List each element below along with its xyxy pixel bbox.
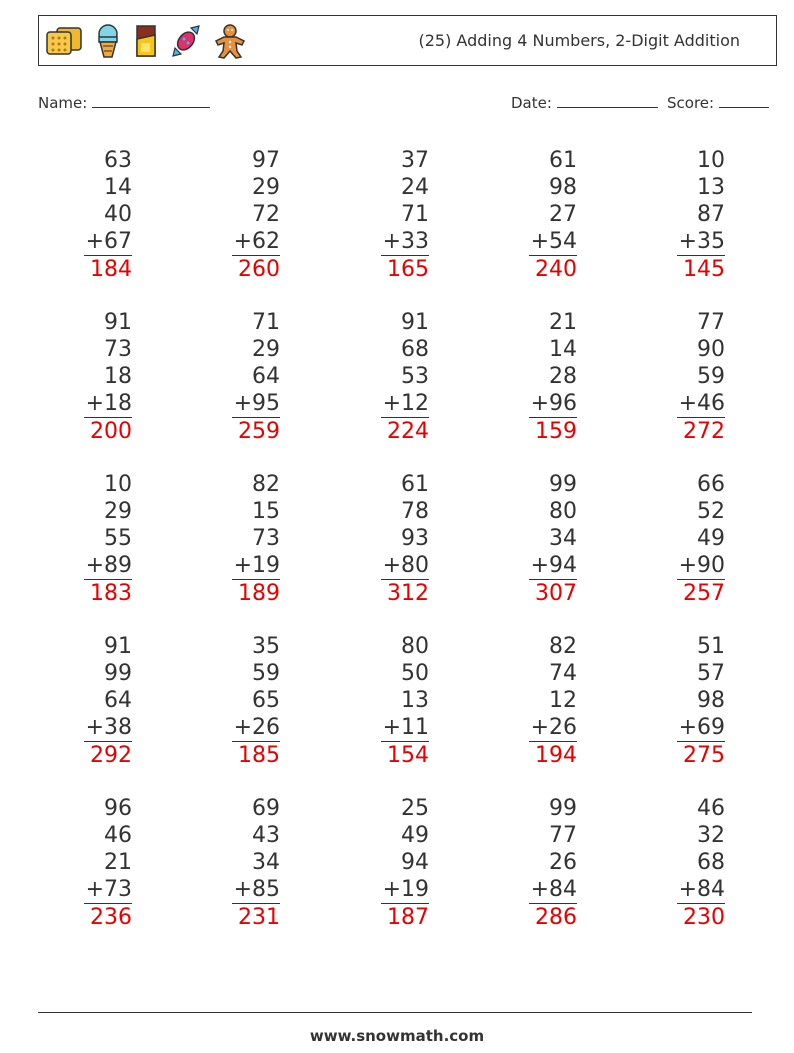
answer: 165 <box>387 257 429 282</box>
addend: 98 <box>549 175 577 200</box>
addend-with-plus: +46 <box>678 391 725 416</box>
addend: 64 <box>104 688 132 713</box>
score-blank[interactable] <box>719 93 769 108</box>
addition-problem <box>487 147 577 283</box>
addend: 29 <box>104 499 132 524</box>
chocolate-bar-icon <box>133 23 159 59</box>
addend: 63 <box>104 148 132 173</box>
addend: 73 <box>252 526 280 551</box>
addend: 82 <box>252 472 280 497</box>
answer: 257 <box>683 581 725 606</box>
addend: 26 <box>549 850 577 875</box>
addend: 99 <box>549 796 577 821</box>
addend: 80 <box>549 499 577 524</box>
addend-with-plus: +33 <box>382 229 429 254</box>
addend: 64 <box>252 364 280 389</box>
answer: 224 <box>387 419 429 444</box>
addition-problem <box>339 309 429 445</box>
addition-problem <box>487 471 577 607</box>
addend-with-plus: +84 <box>530 877 577 902</box>
addend: 65 <box>252 688 280 713</box>
addend: 46 <box>104 823 132 848</box>
addition-problem <box>339 147 429 283</box>
addend: 28 <box>549 364 577 389</box>
answer: 194 <box>535 743 577 768</box>
addend: 91 <box>104 310 132 335</box>
gingerbread-man-icon <box>213 23 247 59</box>
addend: 21 <box>104 850 132 875</box>
addend: 80 <box>401 634 429 659</box>
addend-with-plus: +18 <box>85 391 132 416</box>
addend: 46 <box>697 796 725 821</box>
answer: 230 <box>683 905 725 930</box>
addend: 34 <box>549 526 577 551</box>
addend: 99 <box>104 661 132 686</box>
addend: 61 <box>549 148 577 173</box>
footer-divider <box>38 1012 752 1013</box>
answer: 260 <box>238 257 280 282</box>
addend: 73 <box>104 337 132 362</box>
addend: 71 <box>252 310 280 335</box>
addition-problem <box>487 633 577 769</box>
addend: 49 <box>697 526 725 551</box>
addend: 53 <box>401 364 429 389</box>
addend-with-plus: +19 <box>382 877 429 902</box>
addend: 10 <box>697 148 725 173</box>
addend: 29 <box>252 175 280 200</box>
addend-with-plus: +73 <box>85 877 132 902</box>
score-label: Score: <box>667 94 715 112</box>
addend: 69 <box>252 796 280 821</box>
addend-with-plus: +96 <box>530 391 577 416</box>
answer: 189 <box>238 581 280 606</box>
addend-with-plus: +95 <box>233 391 280 416</box>
addend: 18 <box>104 364 132 389</box>
answer: 231 <box>238 905 280 930</box>
addition-problem <box>339 471 429 607</box>
addition-problem <box>42 147 132 283</box>
worksheet-header <box>38 15 777 66</box>
cracker-icon <box>45 26 83 56</box>
addend: 50 <box>401 661 429 686</box>
addend: 51 <box>697 634 725 659</box>
addend: 49 <box>401 823 429 848</box>
answer: 292 <box>90 743 132 768</box>
addend: 78 <box>401 499 429 524</box>
answer: 145 <box>683 257 725 282</box>
addition-problem <box>190 633 280 769</box>
addend-with-plus: +89 <box>85 553 132 578</box>
addend-with-plus: +85 <box>233 877 280 902</box>
addend-with-plus: +67 <box>85 229 132 254</box>
addend: 71 <box>401 202 429 227</box>
addend-with-plus: +54 <box>530 229 577 254</box>
addition-problem <box>42 633 132 769</box>
addend: 93 <box>401 526 429 551</box>
addend-with-plus: +12 <box>382 391 429 416</box>
addend: 27 <box>549 202 577 227</box>
worksheet-title: (25) Adding 4 Numbers, 2-Digit Addition <box>418 31 740 50</box>
addend-with-plus: +69 <box>678 715 725 740</box>
addend: 96 <box>104 796 132 821</box>
addend: 25 <box>401 796 429 821</box>
addition-problem <box>42 309 132 445</box>
answer: 159 <box>535 419 577 444</box>
addend: 40 <box>104 202 132 227</box>
addend: 66 <box>697 472 725 497</box>
addend: 34 <box>252 850 280 875</box>
addend-with-plus: +80 <box>382 553 429 578</box>
addend-with-plus: +84 <box>678 877 725 902</box>
addition-problem <box>190 471 280 607</box>
addition-problem <box>635 471 725 607</box>
addend: 59 <box>697 364 725 389</box>
addend: 91 <box>401 310 429 335</box>
header-icons <box>45 22 247 60</box>
addend: 21 <box>549 310 577 335</box>
addend-with-plus: +62 <box>233 229 280 254</box>
addend: 55 <box>104 526 132 551</box>
addend: 87 <box>697 202 725 227</box>
addend: 59 <box>252 661 280 686</box>
addend: 99 <box>549 472 577 497</box>
addition-problem <box>635 633 725 769</box>
addend: 14 <box>549 337 577 362</box>
addend-with-plus: +38 <box>85 715 132 740</box>
addend: 24 <box>401 175 429 200</box>
answer: 183 <box>90 581 132 606</box>
addend-with-plus: +94 <box>530 553 577 578</box>
addend: 82 <box>549 634 577 659</box>
addend: 68 <box>401 337 429 362</box>
answer: 236 <box>90 905 132 930</box>
addend-with-plus: +35 <box>678 229 725 254</box>
addition-problem <box>339 633 429 769</box>
addend: 90 <box>697 337 725 362</box>
addend: 43 <box>252 823 280 848</box>
addend: 61 <box>401 472 429 497</box>
addend: 29 <box>252 337 280 362</box>
addend: 32 <box>697 823 725 848</box>
date-label: Date: <box>511 94 552 112</box>
addend: 98 <box>697 688 725 713</box>
addend: 57 <box>697 661 725 686</box>
answer: 154 <box>387 743 429 768</box>
addend: 72 <box>252 202 280 227</box>
answer: 272 <box>683 419 725 444</box>
addition-problem <box>635 147 725 283</box>
addend: 77 <box>549 823 577 848</box>
addend: 68 <box>697 850 725 875</box>
addend: 91 <box>104 634 132 659</box>
addend: 13 <box>697 175 725 200</box>
answer: 275 <box>683 743 725 768</box>
answer: 307 <box>535 581 577 606</box>
addend: 52 <box>697 499 725 524</box>
answer: 259 <box>238 419 280 444</box>
candy-icon <box>171 24 201 58</box>
addend: 35 <box>252 634 280 659</box>
addend: 77 <box>697 310 725 335</box>
addend: 94 <box>401 850 429 875</box>
footer-website: www.snowmath.com <box>309 1027 485 1045</box>
addend: 97 <box>252 148 280 173</box>
answer: 185 <box>238 743 280 768</box>
answer: 286 <box>535 905 577 930</box>
answer: 312 <box>387 581 429 606</box>
addend: 37 <box>401 148 429 173</box>
addition-problem <box>487 795 577 931</box>
addend: 13 <box>401 688 429 713</box>
addend: 10 <box>104 472 132 497</box>
addend: 15 <box>252 499 280 524</box>
answer: 187 <box>387 905 429 930</box>
answer: 200 <box>90 419 132 444</box>
answer: 240 <box>535 257 577 282</box>
name-label: Name: <box>38 94 88 112</box>
name-field <box>38 93 210 112</box>
addition-problem <box>42 471 132 607</box>
addition-problem <box>487 309 577 445</box>
addition-problem <box>190 147 280 283</box>
score-field <box>667 93 769 112</box>
addend-with-plus: +26 <box>530 715 577 740</box>
addend: 12 <box>549 688 577 713</box>
date-blank[interactable] <box>557 93 658 108</box>
ice-cream-icon <box>95 23 121 59</box>
addend-with-plus: +19 <box>233 553 280 578</box>
addition-problem <box>635 795 725 931</box>
addition-problem <box>42 795 132 931</box>
addition-problem <box>635 309 725 445</box>
addition-problem <box>190 309 280 445</box>
addend-with-plus: +90 <box>678 553 725 578</box>
answer: 184 <box>90 257 132 282</box>
addend-with-plus: +26 <box>233 715 280 740</box>
addend-with-plus: +11 <box>382 715 429 740</box>
name-blank[interactable] <box>92 93 210 108</box>
addend: 14 <box>104 175 132 200</box>
date-field <box>511 93 658 112</box>
addition-problem <box>190 795 280 931</box>
addition-problem <box>339 795 429 931</box>
addend: 74 <box>549 661 577 686</box>
